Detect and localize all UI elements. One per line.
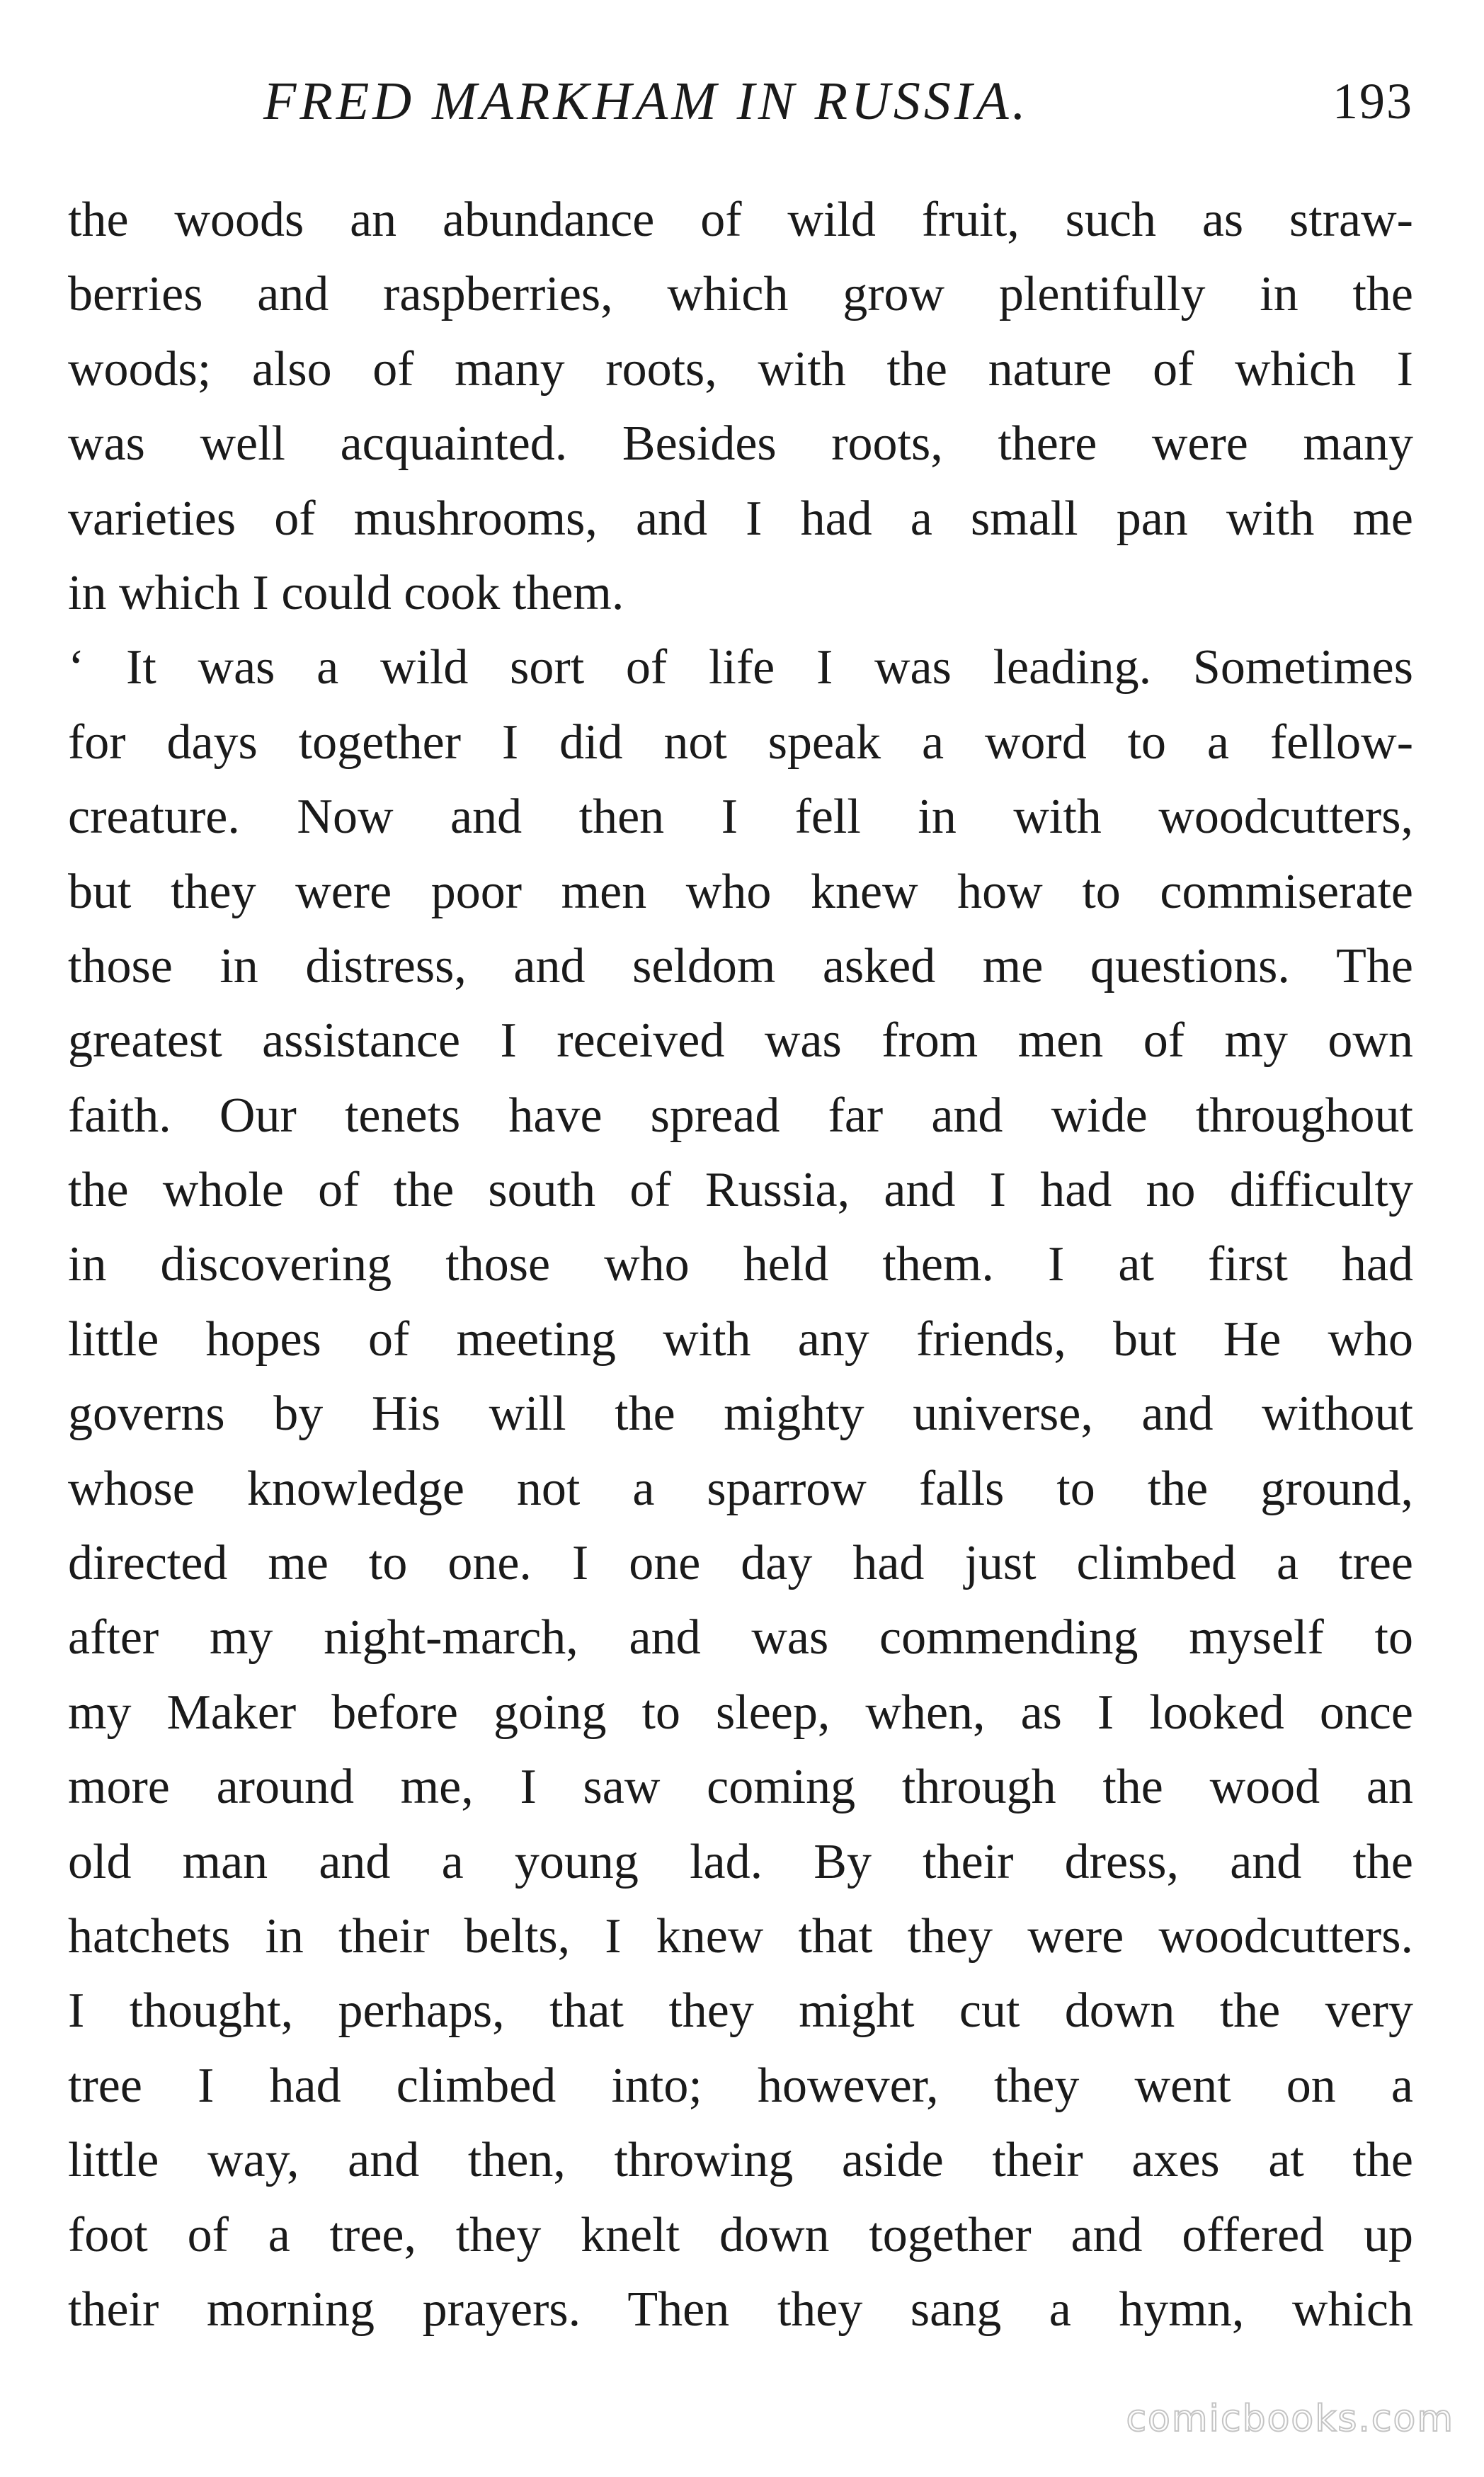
text-line: creature. Now and then I fell in with woodcutters, (68, 790, 1413, 845)
watermark: comicbooks.com (1126, 2398, 1454, 2440)
text-line-paragraph-end: in which I could cook them. (68, 565, 624, 620)
running-title: FRED MARKHAM IN RUSSIA. (263, 72, 1029, 131)
text-line: for days together I did not speak a word to a fellow- (68, 714, 1413, 770)
text-line: whose knowledge not a sparrow falls to the ground, (68, 1461, 1413, 1516)
text-line: after my night-march, and was commending myself to (68, 1610, 1413, 1665)
text-line: those in distress, and seldom asked me questions. The (68, 938, 1413, 993)
text-line: tree I had climbed into; however, they went on a (68, 2058, 1413, 2113)
text-line: little hopes of meeting with any friends, but He who (68, 1311, 1413, 1367)
text-line: the woods an abundance of wild fruit, such as straw- (68, 193, 1413, 247)
text-line: little way, and then, throwing aside their axes at the (68, 2133, 1413, 2188)
text-line: greatest assistance I received was from men of my own (68, 1013, 1413, 1069)
text-line: faith. Our tenets have spread far and wide throughout (68, 1088, 1413, 1143)
text-line: I thought, perhaps, that they might cut down the very (68, 1983, 1413, 2039)
text-line: but they were poor men who knew how to commiserate (68, 864, 1413, 919)
text-line: governs by His will the mighty universe, and without (68, 1386, 1413, 1442)
text-line: was well acquainted. Besides roots, there were many (68, 416, 1413, 472)
text-line: directed me to one. I one day had just climbed a tree (68, 1536, 1413, 1591)
text-line: old man and a young lad. By their dress, and the (68, 1834, 1413, 1889)
body-text (68, 183, 1413, 2347)
text-line: in discovering those who held them. I at first had (68, 1237, 1413, 1292)
page-header (68, 62, 1413, 140)
text-line: my Maker before going to sleep, when, as I looked once (68, 1685, 1413, 1740)
text-line: woods; also of many roots, with the nature of which I (68, 341, 1413, 397)
text-line: their morning prayers. Then they sang a hymn, which (68, 2282, 1413, 2337)
text-line: foot of a tree, they knelt down together and offered up (68, 2207, 1413, 2262)
text-line: varieties of mushrooms, and I had a small pan with me (68, 491, 1413, 546)
text-line: hatchets in their belts, I knew that they were woodcutters. (68, 1908, 1413, 1964)
text-line: more around me, I saw coming through the wood an (68, 1760, 1413, 1815)
page-number: 193 (1332, 73, 1413, 130)
text-line-paragraph-start: ‘ It was a wild sort of life I was leading. Sometimes (68, 640, 1413, 695)
text-line: the whole of the south of Russia, and I had no difficulty (68, 1163, 1413, 1218)
text-line: berries and raspberries, which grow plentifully in the (68, 267, 1413, 322)
